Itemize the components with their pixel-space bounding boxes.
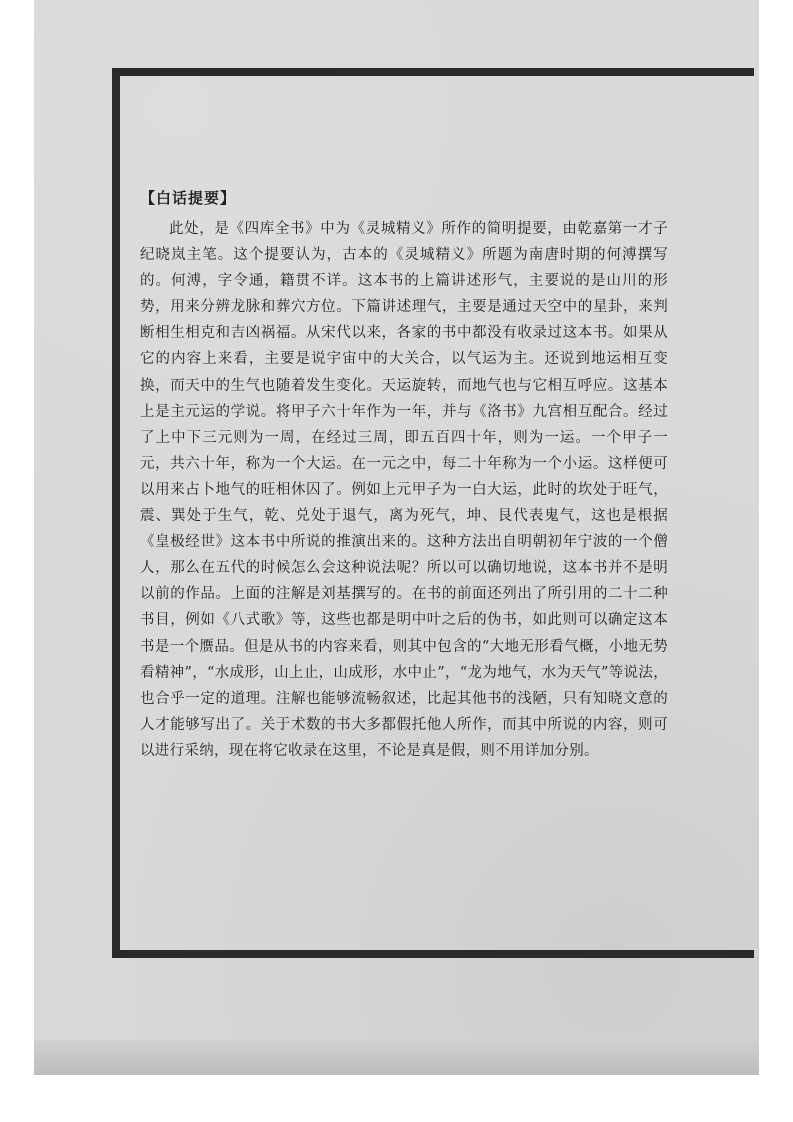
section-heading: 【白话提要】 (140, 189, 237, 207)
scan-bottom-edge (34, 1040, 759, 1075)
text-block (140, 188, 668, 764)
body-paragraph: 此处，是《四库全书》中为《灵城精义》所作的简明提要，由乾嘉第一才子纪晓岚主笔。这个提要认为，古本的《灵城精义》所题为南唐时期的何溥撰写的。何溥，字令通，籍贯不详。这本书的上篇讲述形气，主要说的是山川的形势，用来分辨龙脉和葬穴方位。下篇讲述理气，主要是通过天空中的星卦，来判断相生相克和吉凶祸福。从宋代以来，各家的书中都没有收录过这本书。如果从它的内容上来看，主要是说宇宙中的大关合，以气运为主。还说到地运相互变换，而天中的生气也随着发生变化。天运旋转，而地气也与它相互呼应。这基本上是主元运的学说。将甲子六十年作为一年，并与《洛书》九宫相互配合。经过了上中下三元则为一周，在经过三周，即五百四十年，则为一运。一个甲子一元，共六十年，称为一个大运。在一元之中，每二十年称为一个小运。这样便可以用来占卜地气的旺相休囚了。例如上元甲子为一白大运，此时的坎处于旺气，震、巽处于生气，乾、兑处于退气，离为死气，坤、艮代表鬼气，这也是根据《皇极经世》这本书中所说的推演出来的。这种方法出自明朝初年宁波的一个僧人，那么在五代的时候怎么会这种说法呢？所以可以确切地说，这本书并不是明以前的作品。上面的注解是刘基撰写的。在书的前面还列出了所引用的二十二种书目，例如《八式歌》等，这些也都是明中叶之后的伪书，如此则可以确定这本书是一个赝品。但是从书的内容来看，则其中包含的“大地无形看气概，小地无势看精神”，“水成形，山上止，山成形，水中止”，“龙为地气，水为天气”等说法，也合乎一定的道理。注解也能够流畅叙述，比起其他书的浅陋，只有知晓文意的人才能够写出了。关于术数的书大多都假托他人所作，而其中所说的内容，则可以进行采纳，现在将它收录在这里，不论是真是假，则不用详加分别。 (140, 221, 668, 759)
